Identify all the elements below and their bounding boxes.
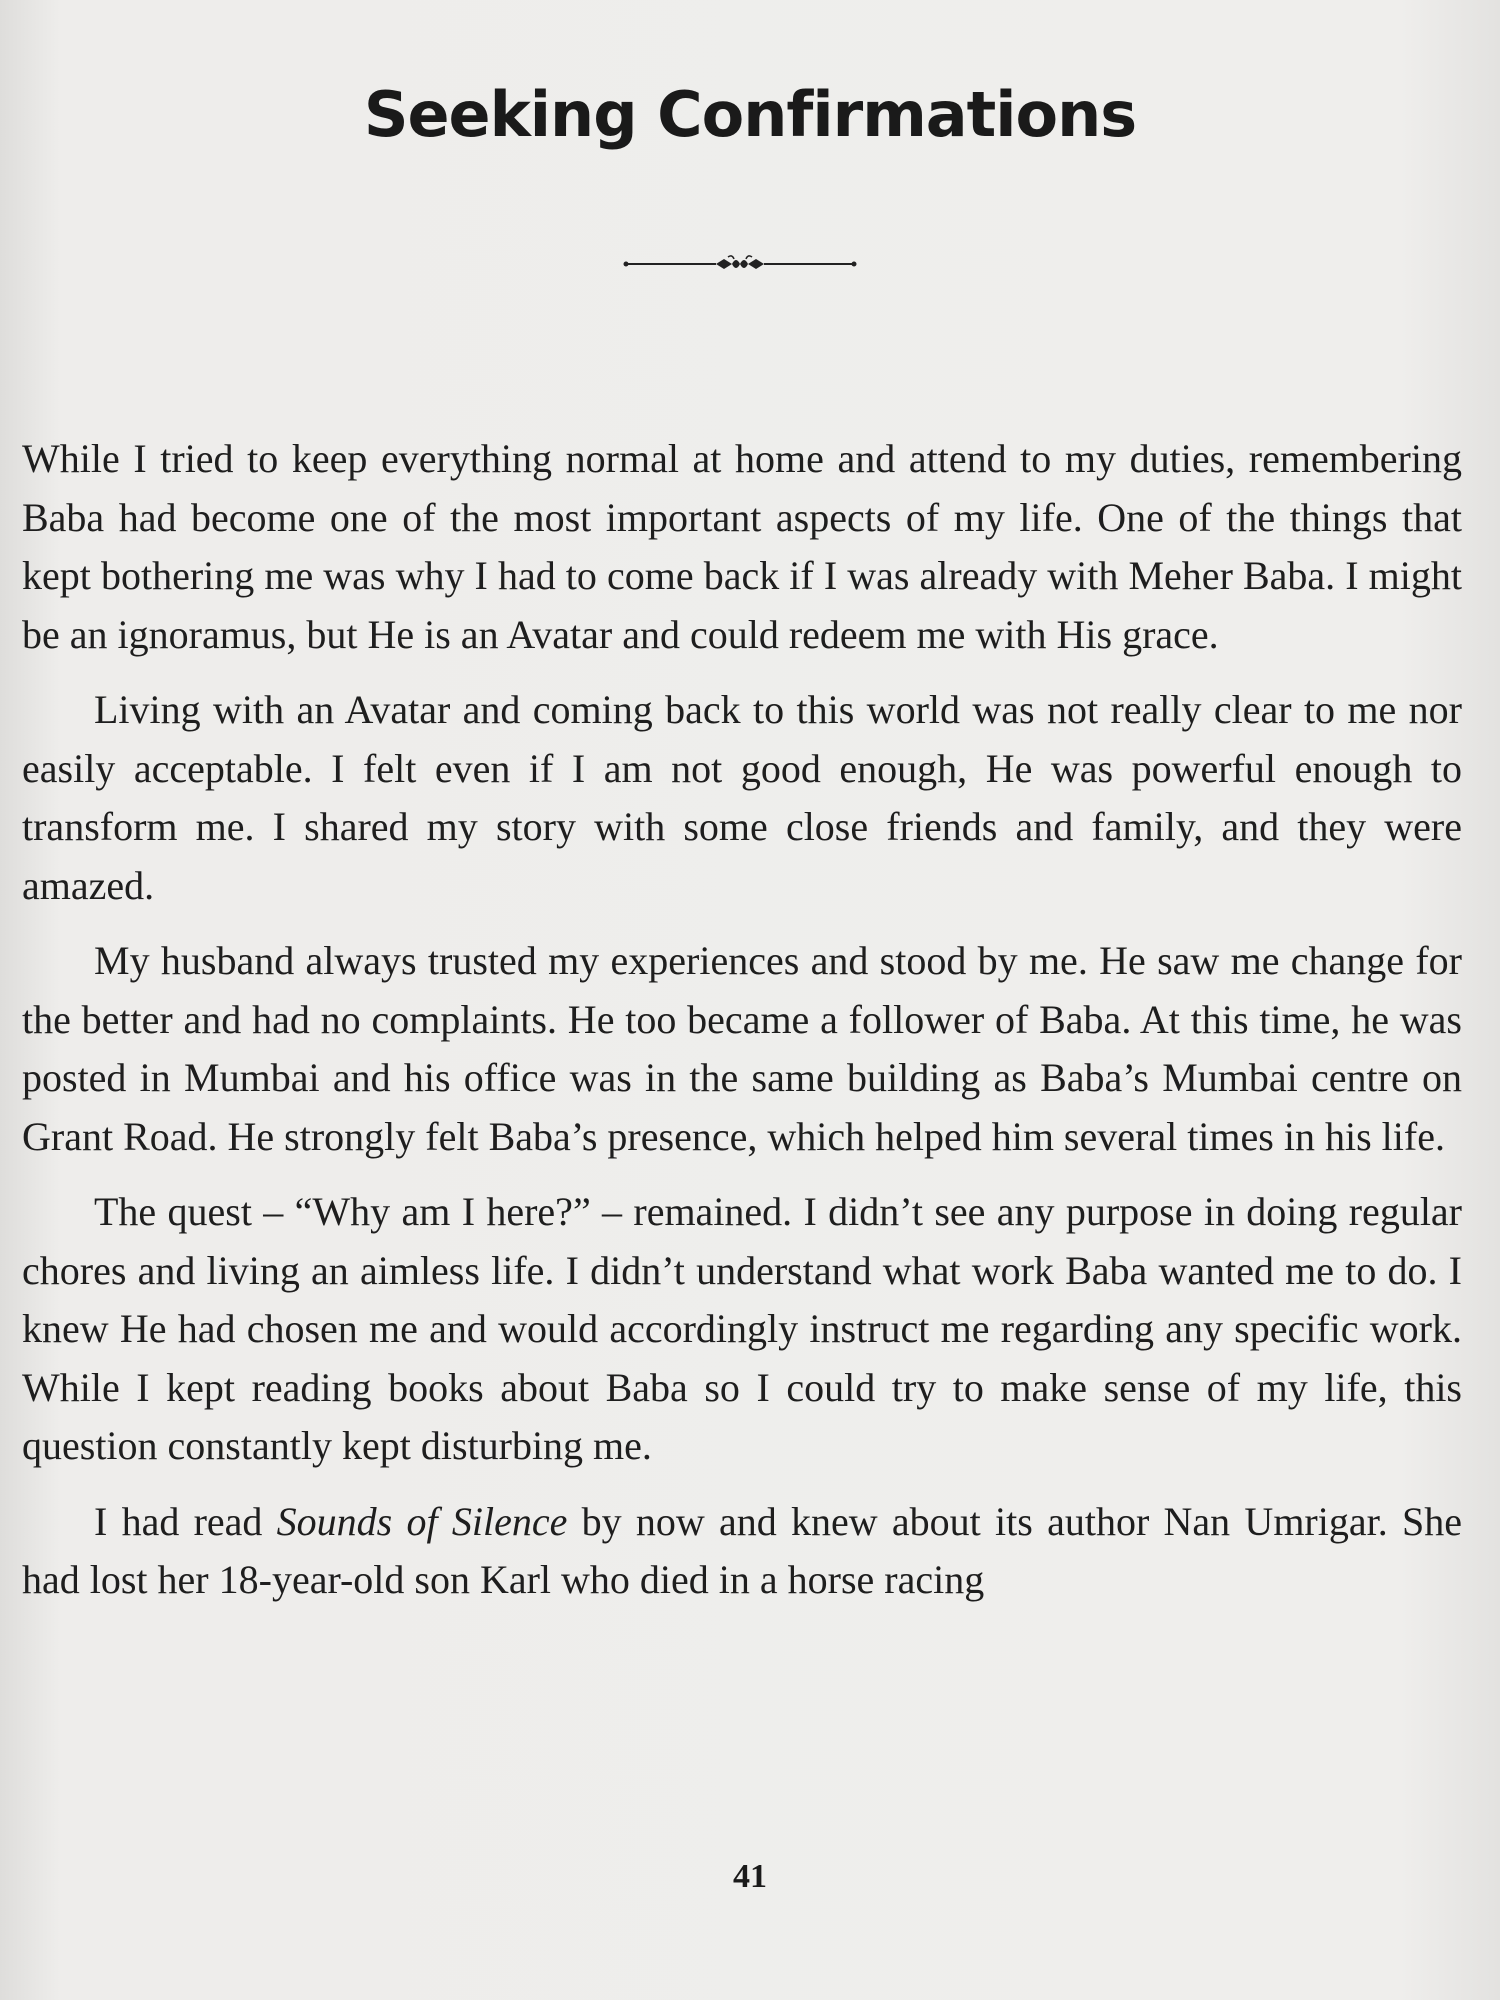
paragraph-text: I had read xyxy=(94,1498,277,1544)
paragraph: Living with an Avatar and coming back to this world was not really clear to me nor easily acceptable. I felt even if I am not good enough, He was powerful enough to transform me. I shared my story with some close friends and family, and they were amazed. xyxy=(22,687,1462,908)
paragraph-text: by now and knew about its author Nan Umrigar. She had lost her 18-year-old son Karl who died in a horse racing xyxy=(22,1498,1462,1602)
chapter-title: Seeking Confirmations xyxy=(363,78,1137,151)
paragraph: My husband always trusted my experiences and stood by me. He saw me change for the better and had no complaints. He too became a follower of Baba. At this time, he was posted in Mumbai and his office was in the same building as Baba’s Mumbai centre on Grant Road. He strongly felt Baba’s presence, which helped him several times in his life. xyxy=(22,938,1462,1159)
body-text xyxy=(22,430,1462,1627)
book-title-italic: Sounds of Silence xyxy=(276,1498,568,1544)
paragraph xyxy=(22,1493,1462,1610)
paragraph: While I tried to keep everything normal at home and attend to my duties, remembering Baba had become one of the most important aspects of my life. One of the things that kept bothering me was why I had to come back if I was already with Meher Baba. I might be an ignoramus, but He is an Avatar and could redeem me with His grace. xyxy=(22,436,1462,657)
paragraph: The quest – “Why am I here?” – remained. I didn’t see any purpose in doing regular chores and living an aimless life. I didn’t understand what work Baba wanted me to do. I knew He had chosen me and would accordingly instruct me regarding any specific work. While I kept reading books about Baba so I could try to make sense of my life, this question constantly kept disturbing me. xyxy=(22,1189,1462,1468)
section-divider-ornament-icon xyxy=(622,250,858,278)
page-number: 41 xyxy=(733,1858,767,1895)
